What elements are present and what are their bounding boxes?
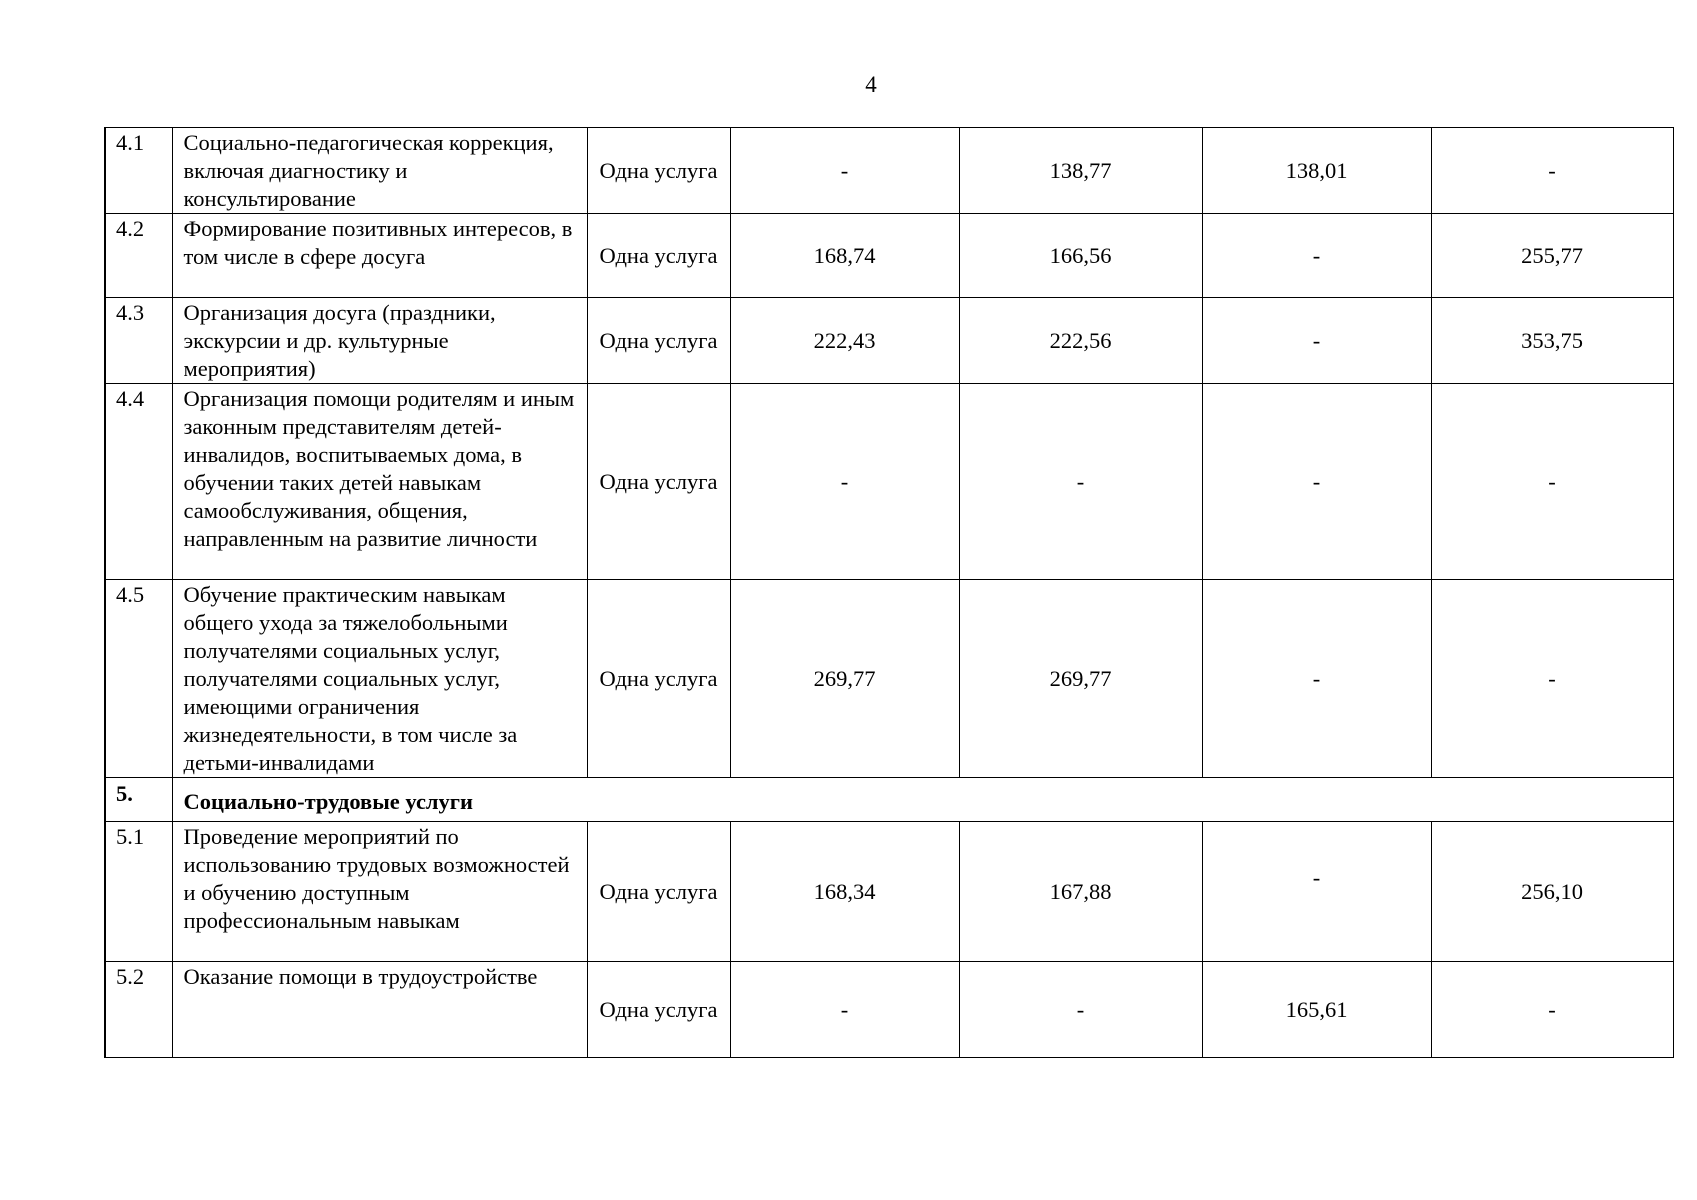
price-cell-1: - (730, 384, 959, 580)
unit-of-service: Одна услуга (587, 580, 730, 778)
row-number: 4.4 (105, 384, 172, 580)
price-cell-1: 168,74 (730, 214, 959, 298)
price-cell-2: 166,56 (959, 214, 1202, 298)
services-price-table (104, 127, 1674, 1058)
price-cell-4: - (1431, 580, 1673, 778)
page-number: 4 (865, 72, 877, 97)
unit-of-service: Одна услуга (587, 822, 730, 962)
price-cell-2: - (959, 384, 1202, 580)
unit-of-service: Одна услуга (587, 384, 730, 580)
unit-of-service: Одна услуга (587, 298, 730, 384)
price-cell-3: 165,61 (1202, 962, 1431, 1058)
price-cell-4: - (1431, 962, 1673, 1058)
service-description: Оказание помощи в трудоустройстве (172, 962, 587, 1058)
service-description: Обучение практическим навыкам общего ухода за тяжелобольными получателями социальных услуг, получателями социальных услуг, имеющими ограничения жизнедеятельности, в том числе за детьми-инвалидами (172, 580, 587, 778)
table-row (105, 214, 1673, 298)
service-description: Формирование позитивных интересов, в том числе в сфере досуга (172, 214, 587, 298)
service-description: Социально-педагогическая коррекция, включая диагностику и консультирование (172, 128, 587, 214)
price-cell-1: - (730, 962, 959, 1058)
table-row (105, 822, 1673, 962)
price-cell-4: - (1431, 128, 1673, 214)
section-number: 5. (105, 778, 172, 822)
price-cell-3: - (1202, 298, 1431, 384)
table-row (105, 128, 1673, 214)
row-number: 4.5 (105, 580, 172, 778)
row-number: 5.1 (105, 822, 172, 962)
price-cell-1: 269,77 (730, 580, 959, 778)
price-cell-2: 222,56 (959, 298, 1202, 384)
price-cell-3: - (1202, 384, 1431, 580)
row-number: 4.2 (105, 214, 172, 298)
table-row (105, 580, 1673, 778)
price-cell-4: 255,77 (1431, 214, 1673, 298)
price-cell-4: 256,10 (1431, 822, 1673, 962)
section-header-row (105, 778, 1673, 822)
section-title: Социально-трудовые услуги (172, 778, 1673, 822)
service-description: Организация помощи родителям и иным законным представителям детей-инвалидов, воспитываемых дома, в обучении таких детей навыкам самообслуживания, общения, направленным на развитие личности (172, 384, 587, 580)
price-cell-2: 269,77 (959, 580, 1202, 778)
price-cell-2: 167,88 (959, 822, 1202, 962)
table-row (105, 384, 1673, 580)
price-cell-3: - (1202, 580, 1431, 778)
unit-of-service: Одна услуга (587, 962, 730, 1058)
price-cell-1: - (730, 128, 959, 214)
price-cell-3: - (1202, 214, 1431, 298)
table-row (105, 298, 1673, 384)
service-description: Проведение мероприятий по использованию трудовых возможностей и обучению доступным профессиональным навыкам (172, 822, 587, 962)
price-cell-3: - (1202, 822, 1431, 962)
price-cell-1: 222,43 (730, 298, 959, 384)
row-number: 4.3 (105, 298, 172, 384)
row-number: 4.1 (105, 128, 172, 214)
unit-of-service: Одна услуга (587, 128, 730, 214)
row-number: 5.2 (105, 962, 172, 1058)
price-cell-4: - (1431, 384, 1673, 580)
price-cell-2: - (959, 962, 1202, 1058)
price-cell-3: 138,01 (1202, 128, 1431, 214)
service-description: Организация досуга (праздники, экскурсии и др. культурные мероприятия) (172, 298, 587, 384)
price-cell-4: 353,75 (1431, 298, 1673, 384)
price-cell-1: 168,34 (730, 822, 959, 962)
price-cell-2: 138,77 (959, 128, 1202, 214)
table-row (105, 962, 1673, 1058)
unit-of-service: Одна услуга (587, 214, 730, 298)
